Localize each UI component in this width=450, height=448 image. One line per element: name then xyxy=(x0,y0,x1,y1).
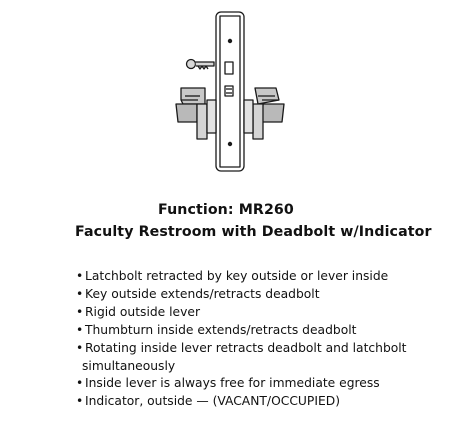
function-title: Function: MR260 xyxy=(158,202,294,218)
deadbolt-opening xyxy=(225,62,233,74)
list-item: • Rigid outside lever xyxy=(76,304,436,322)
list-item: • Rotating inside lever retracts deadbolt and latchbolt simultaneously xyxy=(76,340,436,376)
list-item: • Thumbturn inside extends/retracts deadbolt xyxy=(76,322,436,340)
list-item: • Inside lever is always free for immediate egress xyxy=(76,375,436,393)
mortise-lock-diagram xyxy=(0,0,450,200)
function-name: Faculty Restroom with Deadbolt w/Indicator xyxy=(75,224,432,240)
key-icon xyxy=(187,60,215,70)
list-item: • Key outside extends/retracts deadbolt xyxy=(76,286,436,304)
outside-lever-icon xyxy=(176,88,216,139)
screw-icon xyxy=(228,39,232,43)
list-item: • Latchbolt retracted by key outside or lever inside xyxy=(76,268,436,286)
indicator-window xyxy=(225,86,233,96)
feature-list xyxy=(76,268,436,411)
list-item: • Indicator, outside — (VACANT/OCCUPIED) xyxy=(76,393,436,411)
screw-icon xyxy=(228,142,232,146)
inside-lever-icon xyxy=(244,88,284,139)
